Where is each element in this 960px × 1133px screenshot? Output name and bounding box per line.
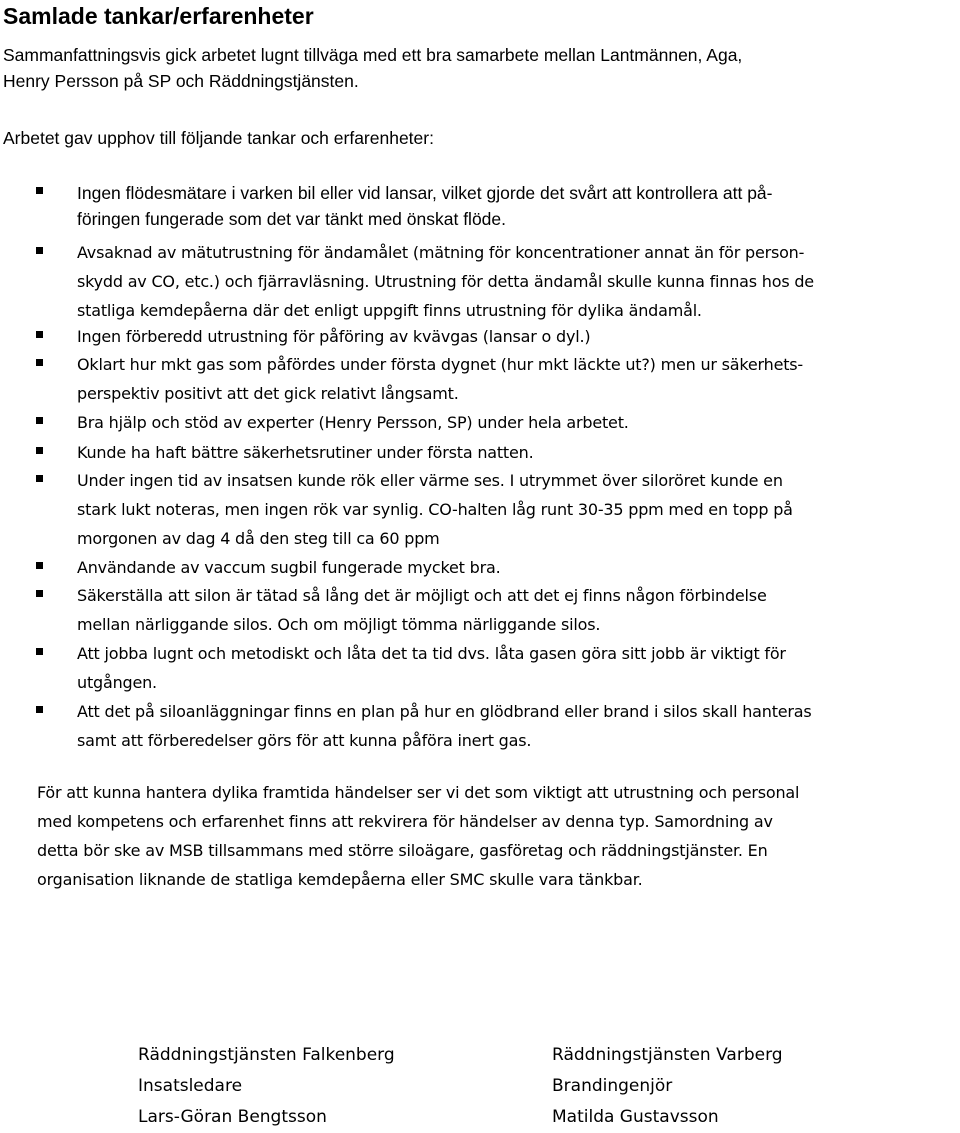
list-item-text: [77, 408, 957, 437]
closing-line: med kompetens och erfarenhet finns att rekvirera för händelser av denna typ. Samordning av: [37, 812, 773, 831]
signature-varberg: [552, 1040, 783, 1133]
closing-paragraph: [37, 778, 957, 894]
intro-line: Sammanfattningsvis gick arbetet lugnt tillväga med ett bra samarbete mellan Lantmännen, Aga,: [3, 45, 743, 65]
closing-line: För att kunna hantera dylika framtida händelser ser vi det som viktigt att utrustning och personal: [37, 783, 800, 802]
list-item-line: statliga kemdepåerna där det enligt uppgift finns utrustning för dylika ändamål.: [77, 301, 702, 320]
list-item-text: [77, 322, 957, 351]
square-bullet-icon: [36, 359, 43, 366]
lead-sentence: Arbetet gav upphov till följande tankar och erfarenheter:: [3, 128, 434, 148]
list-item-line: Användande av vaccum sugbil fungerade mycket bra.: [77, 558, 501, 577]
square-bullet-icon: [36, 562, 43, 569]
list-item-text: [77, 553, 957, 582]
signature-organization: Räddningstjänsten Falkenberg: [138, 1045, 395, 1065]
list-item-line: mellan närliggande silos. Och om möjligt tömma närliggande silos.: [77, 615, 601, 634]
square-bullet-icon: [36, 475, 43, 482]
list-item-line: Ingen förberedd utrustning för påföring av kvävgas (lansar o dyl.): [77, 327, 591, 346]
signature-name: Lars-Göran Bengtsson: [138, 1107, 327, 1127]
signature-organization: Räddningstjänsten Varberg: [552, 1045, 783, 1065]
list-item-line: Oklart hur mkt gas som påfördes under första dygnet (hur mkt läckte ut?) men ur säkerhets-: [77, 355, 804, 374]
list-item-text: [77, 581, 957, 639]
list-item-line: Kunde ha haft bättre säkerhetsrutiner under första natten.: [77, 443, 534, 462]
list-item-text: [77, 466, 957, 553]
list-item-text: [77, 697, 957, 755]
list-item-line: Avsaknad av mätutrustning för ändamålet (mätning för koncentrationer annat än för person-: [77, 243, 805, 262]
signature-role: Insatsledare: [138, 1076, 243, 1096]
square-bullet-icon: [36, 706, 43, 713]
list-item-text: [77, 238, 957, 325]
list-item-line: Säkerställa att silon är tätad så lång det är möjligt och att det ej finns någon förbindelse: [77, 586, 767, 605]
list-item-line: Att det på siloanläggningar finns en plan på hur en glödbrand eller brand i silos skall hanteras: [77, 702, 812, 721]
list-item-line: utgången.: [77, 673, 157, 692]
list-item-line: perspektiv positivt att det gick relativt långsamt.: [77, 384, 459, 403]
square-bullet-icon: [36, 417, 43, 424]
signature-name: Matilda Gustavsson: [552, 1107, 719, 1127]
square-bullet-icon: [36, 247, 43, 254]
square-bullet-icon: [36, 331, 43, 338]
list-item-line: Bra hjälp och stöd av experter (Henry Persson, SP) under hela arbetet.: [77, 413, 629, 432]
square-bullet-icon: [36, 187, 43, 194]
list-item-line: morgonen av dag 4 då den steg till ca 60 ppm: [77, 529, 440, 548]
closing-line: organisation liknande de statliga kemdepåerna eller SMC skulle vara tänkbar.: [37, 870, 643, 889]
list-item-line: stark lukt noteras, men ingen rök var synlig. CO-halten låg runt 30-35 ppm med en topp på: [77, 500, 793, 519]
signature-falkenberg: [138, 1040, 395, 1133]
square-bullet-icon: [36, 648, 43, 655]
list-item-text: [77, 350, 957, 408]
list-item-line: skydd av CO, etc.) och fjärravläsning. Utrustning för detta ändamål skulle kunna finnas hos de: [77, 272, 814, 291]
square-bullet-icon: [36, 447, 43, 454]
list-item-line: Att jobba lugnt och metodiskt och låta det ta tid dvs. låta gasen göra sitt jobb är viktigt för: [77, 644, 786, 663]
signature-role: Brandingenjör: [552, 1076, 673, 1096]
list-item-text: [77, 180, 957, 232]
list-item-text: [77, 639, 957, 697]
list-item-line: föringen fungerade som det var tänkt med önskat flöde.: [77, 209, 507, 229]
closing-line: detta bör ske av MSB tillsammans med större siloägare, gasföretag och räddningstjänster. En: [37, 841, 768, 860]
list-item-line: Under ingen tid av insatsen kunde rök eller värme ses. I utrymmet över siloröret kunde en: [77, 471, 783, 490]
intro-line: Henry Persson på SP och Räddningstjänsten.: [3, 71, 359, 91]
list-item-line: Ingen flödesmätare i varken bil eller vid lansar, vilket gjorde det svårt att kontrollera att på-: [77, 183, 773, 203]
list-item-line: samt att förberedelser görs för att kunna påföra inert gas.: [77, 731, 532, 750]
square-bullet-icon: [36, 590, 43, 597]
list-item-text: [77, 438, 957, 467]
page-title: Samlade tankar/erfarenheter: [3, 3, 314, 29]
